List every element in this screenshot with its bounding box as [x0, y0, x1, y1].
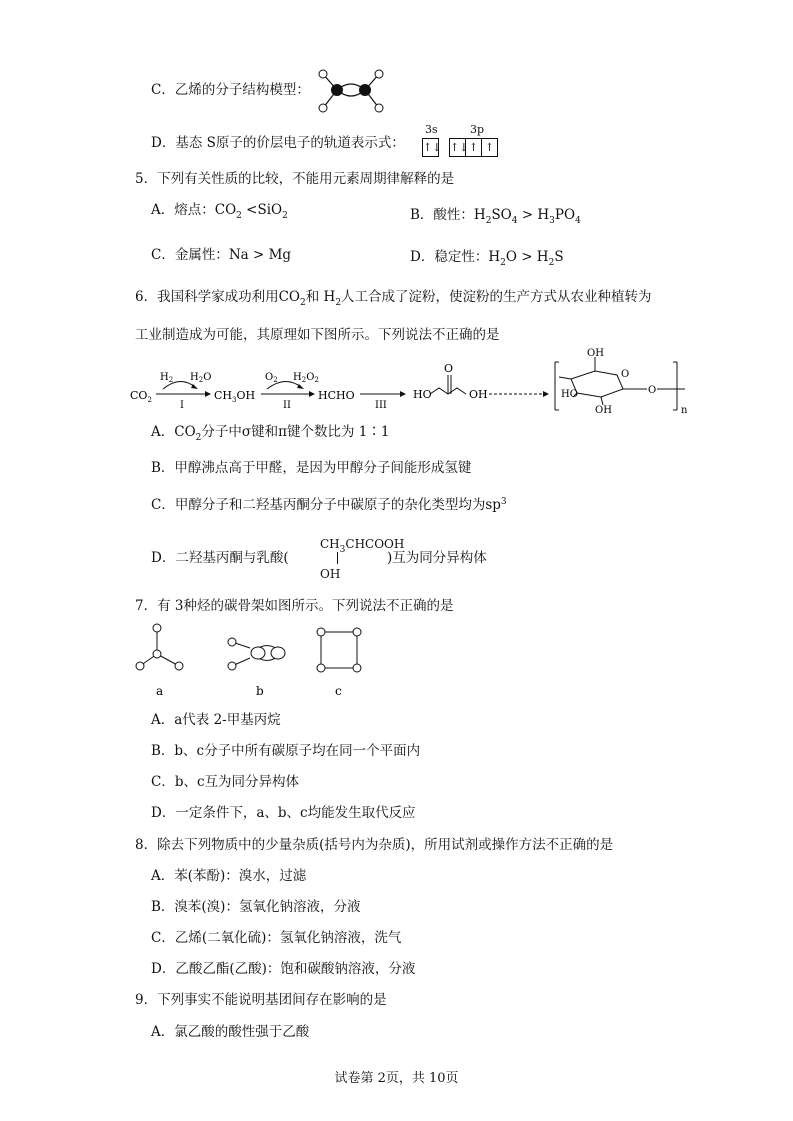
q8-stem: 8．除去下列物质中的少量杂质(括号内为杂质)，所用试剂或操作方法不正确的是	[135, 837, 614, 853]
q7-option-d: D．一定条件下，a、b、c均能发生取代反应	[151, 805, 416, 821]
carbon-skeleton-diagrams	[132, 620, 372, 700]
q6-option-d-post: )互为同分异构体	[387, 550, 487, 566]
q5-option-b: B．酸性：$H_2SO_4 > H_3PO_4$	[410, 207, 581, 226]
svg-text:III: III	[375, 400, 387, 411]
svg-text:HCHO: HCHO	[318, 389, 355, 402]
svg-text:HO: HO	[561, 389, 578, 400]
lactic-acid-bond	[337, 552, 338, 564]
q6-stem-line1: 6．我国科学家成功利用$CO_2$和 $H_2$人工合成了淀粉，使淀粉的生产方式从农业种植转为	[135, 289, 652, 308]
skeleton-b-label: b	[256, 684, 264, 698]
orbital-3p-box	[449, 138, 497, 157]
q6-option-c: C．甲醇分子和二羟基丙酮分子中碳原子的杂化类型均为$sp^3$	[151, 497, 507, 513]
orbital-cell: ↑	[465, 138, 482, 157]
svg-text:I: I	[180, 400, 184, 411]
svg-text:CH3OH: $CH_3OH$	[214, 389, 256, 404]
svg-text:O: O	[444, 362, 454, 375]
q5-option-c: C．金属性：Na > Mg	[151, 247, 292, 263]
svg-text:O: O	[648, 385, 657, 396]
q7-option-a: A．a代表 2-甲基丙烷	[151, 712, 281, 728]
q8-option-c: C．乙烯(二氧化硫)：氢氧化钠溶液，洗气	[151, 930, 402, 946]
ethylene-model-diagram	[313, 68, 391, 114]
starch-synthesis-scheme	[125, 347, 715, 417]
svg-text:H2O2: $H_2O_2$	[293, 372, 319, 384]
svg-text:OH: OH	[587, 348, 604, 359]
q6-option-a: A．$CO_2$分子中σ键和π键个数比为 1∶1	[151, 424, 390, 443]
skeleton-a	[136, 624, 183, 670]
orbital-3s-box	[422, 138, 442, 157]
q7-stem: 7．有 3种烃的碳骨架如图所示。下列说法不正确的是	[135, 598, 454, 614]
orbital-cell: ↑↓	[422, 138, 439, 157]
orbital-cell: ↑↓	[449, 138, 466, 157]
q9-stem: 9．下列事实不能说明基团间存在影响的是	[135, 992, 387, 1008]
svg-text:HO: HO	[413, 388, 432, 401]
q5-option-a: A．熔点：$CO_2 <SiO_2$	[151, 202, 288, 221]
svg-text:H2: $H_2$	[160, 372, 174, 384]
lactic-acid-formula: $CH_3CHCOOH$	[320, 537, 405, 555]
orbital-3s-label: 3s	[425, 123, 438, 136]
q8-option-b: B．溴苯(溴)：氢氧化钠溶液，分液	[151, 899, 361, 915]
skeleton-c	[317, 628, 361, 672]
page-footer: 试卷第 2页，共 10页	[334, 1071, 459, 1086]
q6-stem-line2: 工业制造成为可能，其原理如下图所示。下列说法不正确的是	[135, 327, 500, 343]
svg-text:O2: $O_2$	[265, 372, 278, 384]
svg-text:H2O: $H_2O$	[190, 372, 212, 384]
q8-option-d: D．乙酸乙酯(乙酸)：饱和碳酸钠溶液，分液	[151, 961, 416, 977]
svg-text:n: n	[681, 405, 688, 416]
svg-text:OH: OH	[469, 388, 488, 401]
q4-option-d: D．基态 S原子的价层电子的轨道表示式：	[151, 135, 405, 151]
svg-text:II: II	[283, 400, 291, 411]
orbital-3p-label: 3p	[470, 123, 485, 136]
q9-option-a: A．氯乙酸的酸性强于乙酸	[151, 1024, 310, 1040]
skeleton-b	[228, 638, 285, 670]
svg-text:OH: OH	[595, 405, 612, 416]
svg-text:O: O	[621, 369, 630, 380]
lactic-acid-oh: OH	[320, 567, 341, 581]
skeleton-a-label: a	[156, 684, 164, 698]
q8-option-a: A．苯(苯酚)：溴水，过滤	[151, 868, 307, 884]
q7-option-b: B．b、c分子中所有碳原子均在同一个平面内	[151, 743, 421, 759]
co2-label: $CO_2$	[130, 389, 152, 404]
q6-option-d-pre: D．二羟基丙酮与乳酸(	[151, 550, 289, 566]
q4-option-c: C．乙烯的分子结构模型：	[151, 82, 310, 98]
q6-option-b: B．甲醇沸点高于甲醛，是因为甲醇分子间能形成氢键	[151, 460, 472, 476]
skeleton-c-label: c	[335, 684, 342, 698]
orbital-cell: ↑	[481, 138, 498, 157]
q5-stem: 5．下列有关性质的比较，不能用元素周期律解释的是	[135, 171, 455, 187]
q7-option-c: C．b、c互为同分异构体	[151, 774, 300, 790]
q5-option-d: D．稳定性：$H_2O > H_2S$	[410, 249, 564, 268]
